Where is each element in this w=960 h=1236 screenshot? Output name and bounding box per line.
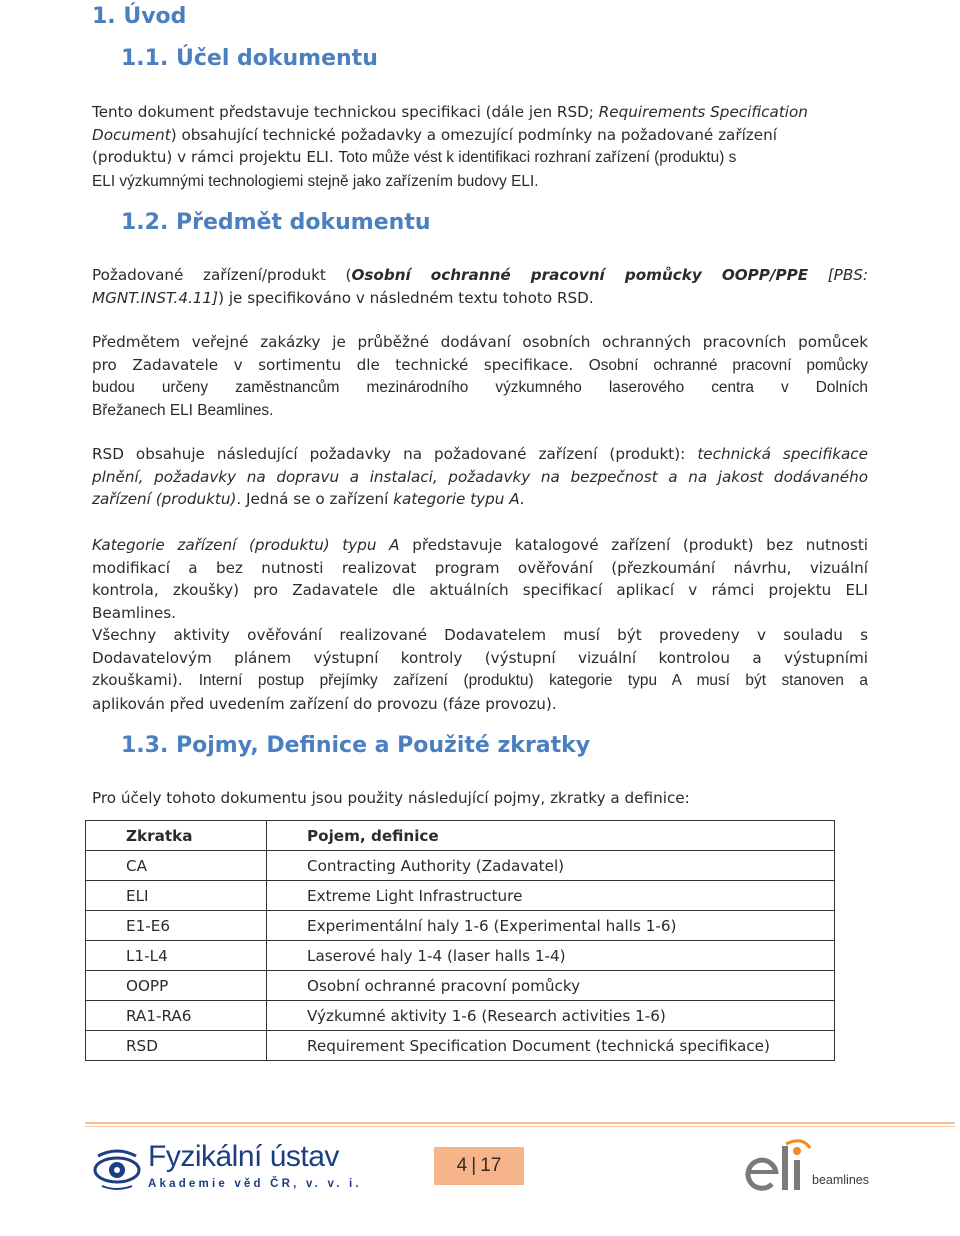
text: zkouškami). [92,671,199,689]
text: RSD obsahuje následující požadavky na požadované zařízení (produkt): [92,445,698,463]
table-header-definition: Pojem, definice [267,821,835,851]
text-italic: MGNT.INST.4.11] [92,288,219,307]
table-row [86,851,835,881]
text: Interní postup přejímky zařízení (produktu) kategorie typu A musí být stanoven a [198,672,868,689]
text: ) obsahující technické požadavky a omezující podmínky na požadované zařízení [170,125,777,144]
footer-divider-thin [85,1126,955,1127]
text: Beamlines. [92,603,177,622]
terms-table [85,820,835,1061]
text-italic: Requirements Specification [598,103,808,121]
chapter-heading: 1. Úvod [92,4,187,29]
text: ) je specifikováno v následném textu tohoto RSD. [218,288,594,307]
text-italic: kategorie typu A [393,490,520,508]
text: Břežanech ELI Beamlines. [92,401,274,419]
text: (produktu) v rámci projektu ELI. [92,148,339,166]
table-row [86,1031,835,1061]
table-cell-definition: Extreme Light Infrastructure [267,881,835,911]
table-cell-abbr: RSD [86,1031,267,1061]
text-italic: plnění, požadavky na dopravu a instalaci, požadavky na bezpečnost a na jakost dodávaného [92,467,868,486]
table-cell-definition: Requirement Specification Document (technická specifikace) [267,1031,835,1061]
table-cell-definition: Laserové haly 1-4 (laser halls 1-4) [267,941,835,971]
table-cell-abbr: OOPP [86,971,267,1001]
table-row [86,881,835,911]
text: Tento dokument představuje technickou specifikaci (dále jen RSD; [92,103,599,121]
subject-paragraph-3 [92,443,868,511]
section-heading-subject: 1.2. Předmět dokumentu [121,210,431,235]
institute-name: Fyzikální ústav [148,1140,339,1173]
table-cell-definition: Výzkumné aktivity 1-6 (Research activities 1-6) [267,1001,835,1031]
table-header-row [86,821,835,851]
table-cell-definition: Experimentální haly 1-6 (Experimental halls 1-6) [267,911,835,941]
text-italic: Document [92,125,171,144]
text: modifikací a bez nutnosti realizovat program ověřování (přezkoumání návrhu, vizuální [92,558,868,577]
table-cell-abbr: RA1-RA6 [86,1001,267,1031]
table-row [86,941,835,971]
text-italic: Kategorie zařízení (produktu) typu A [92,536,400,554]
table-cell-abbr: CA [86,851,267,881]
text: Osobní ochranné pracovní pomůcky [588,356,868,374]
table-row [86,911,835,941]
text-italic: [PBS: [808,266,869,284]
text: budou určeny zaměstnancům mezinárodního výzkumného laserového centra v Dolních [92,379,868,396]
text: . [519,490,525,508]
footer-divider [85,1122,955,1124]
table-cell-abbr: L1-L4 [86,941,267,971]
subject-paragraph-5 [92,624,868,715]
table-cell-abbr: ELI [86,881,267,911]
page-total: 17 [480,1155,502,1176]
text-italic: zařízení (produktu) [92,490,237,508]
table-cell-definition: Contracting Authority (Zadavatel) [267,851,835,881]
terms-intro: Pro účely tohoto dokumentu jsou použity následující pojmy, zkratky a definice: [92,789,690,807]
institute-subtitle: Akademie věd ČR, v. v. i. [148,1178,362,1190]
text: aplikován před uvedením zařízení do provozu (fáze provozu). [92,694,557,713]
subject-paragraph-1 [92,264,868,309]
table-cell-definition: Osobní ochranné pracovní pomůcky [267,971,835,1001]
table-row [86,971,835,1001]
text: pro Zadavatele v sortimentu dle technické specifikace. [92,355,589,374]
text: Toto může vést k identifikaci rozhraní zařízení (produktu) s [338,149,737,166]
text-bold-italic: Osobní ochranné pracovní pomůcky OOPP/PPE [351,266,809,284]
section-heading-terms: 1.3. Pojmy, Definice a Použité zkratky [121,733,591,758]
section-heading-purpose: 1.1. Účel dokumentu [121,46,378,71]
text: představuje katalogové zařízení (produkt) bez nutnosti [399,536,868,554]
subject-paragraph-2 [92,331,868,422]
table-header-abbr: Zkratka [86,821,267,851]
text: ELI výzkumnými technologiemi stejně jako zařízením budovy ELI. [92,172,539,190]
text: Požadované zařízení/produkt ( [92,266,352,284]
table-cell-abbr: E1-E6 [86,911,267,941]
text: Předmětem veřejné zakázky je průběžné dodávaní osobních ochranných pracovních pomůcek [92,333,868,351]
text: Dodavatelovým plánem výstupní kontroly (výstupní vizuální kontrolou a výstupními [92,648,868,667]
eli-brand-text: beamlines [812,1173,869,1187]
fzu-eye-logo-icon [92,1146,142,1192]
text: kontrola, zkoušky) pro Zadavatele dle aktuálních specifikací aplikací v rámci projektu ELI [92,581,868,599]
page-separator: | [471,1155,477,1176]
purpose-paragraph [92,101,868,193]
text-italic: technická specifikace [697,445,868,463]
subject-paragraph-4 [92,534,868,624]
page-number-box [434,1147,524,1185]
table-row [86,1001,835,1031]
text: . Jedná se o zařízení [236,490,394,508]
text: Všechny aktivity ověřování realizované Dodavatelem musí být provedeny v souladu s [92,626,868,644]
page-current: 4 [456,1155,468,1176]
